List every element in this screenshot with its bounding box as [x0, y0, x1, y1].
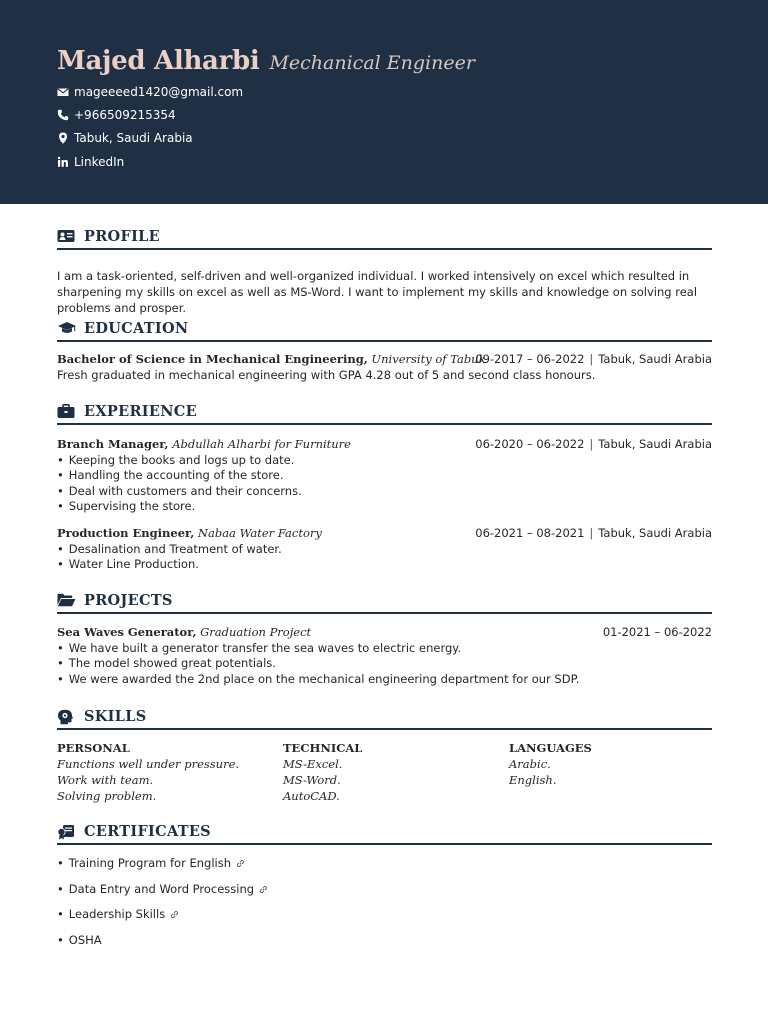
- school: University of Tabuk: [371, 352, 486, 366]
- name-line: [57, 46, 475, 76]
- job-2-bullet: • Desalination and Treatment of water.: [57, 542, 282, 556]
- map-pin-icon: [57, 132, 69, 144]
- skill-item: MS-Excel.: [283, 757, 343, 771]
- candidate-name: Majed Alharbi: [57, 46, 260, 76]
- job-2-date-location: [475, 526, 712, 540]
- education-entry-title: [57, 352, 486, 366]
- certificate-label: OSHA: [68, 933, 102, 947]
- certificate-item[interactable]: [57, 856, 245, 870]
- project-type: Graduation Project: [200, 625, 312, 639]
- job-1-bullet: • Keeping the books and logs up to date.: [57, 453, 294, 467]
- certificate-item[interactable]: [57, 907, 179, 921]
- job-1-bullet: • Supervising the store.: [57, 499, 195, 513]
- folder-open-icon: [57, 593, 77, 609]
- job-2-title: [57, 526, 322, 540]
- job-company: Abdullah Alharbi for Furniture: [172, 437, 351, 451]
- education-location: Tabuk, Saudi Arabia: [598, 352, 712, 366]
- job-location: Tabuk, Saudi Arabia: [598, 437, 712, 451]
- phone-icon: [57, 109, 69, 121]
- bullet-dot: •: [57, 882, 64, 896]
- profile-text: I am a task-oriented, self-driven and well-organized individual. I worked intensively on excel which resulted in sharpening my skills on excel as well as MS-Word. I want to implement my skills and knowledge on solving real problems and prosper.: [57, 269, 698, 315]
- certificate-label: Data Entry and Word Processing: [68, 882, 255, 896]
- graduation-cap-icon: [57, 321, 77, 337]
- candidate-title: Mechanical Engineer: [269, 52, 475, 74]
- envelope-icon: [57, 86, 69, 98]
- experience-section-heading: [57, 403, 712, 425]
- project-name: Sea Waves Generator,: [57, 625, 197, 639]
- job-role: Branch Manager,: [57, 437, 169, 451]
- skills-column-title: PERSONAL: [57, 741, 130, 755]
- skill-item: Work with team.: [57, 773, 154, 787]
- email-text: mageeeed1420@gmail.com: [74, 85, 244, 99]
- skills-column-personal: [57, 741, 239, 805]
- contact-linkedin[interactable]: [57, 153, 124, 171]
- certificate-item[interactable]: [57, 882, 268, 896]
- bullet-dot: •: [57, 933, 64, 947]
- skills-section-heading: [57, 708, 712, 730]
- education-heading: EDUCATION: [84, 320, 189, 337]
- bullet-dot: •: [57, 856, 64, 870]
- linkedin-icon: [57, 156, 69, 168]
- job-1-bullet: • Deal with customers and their concerns.: [57, 484, 302, 498]
- profile-heading: PROFILE: [84, 228, 161, 245]
- project-dates: 01-2021 – 06-2022: [602, 625, 712, 639]
- education-section-heading: [57, 320, 712, 342]
- skills-column-title: TECHNICAL: [283, 741, 363, 755]
- separator: |: [589, 526, 594, 540]
- job-1-bullet: • Handling the accounting of the store.: [57, 468, 284, 482]
- link-icon[interactable]: [236, 859, 245, 868]
- contact-location: [57, 129, 193, 147]
- certificate-icon: [57, 824, 77, 840]
- skills-column-languages: [509, 741, 592, 789]
- certificate-label: Training Program for English: [68, 856, 231, 870]
- separator: |: [589, 437, 594, 451]
- project-bullet: • We were awarded the 2nd place on the mechanical engineering department for our SDP.: [57, 672, 579, 686]
- experience-heading: EXPERIENCE: [84, 403, 197, 420]
- job-location: Tabuk, Saudi Arabia: [598, 526, 712, 540]
- skill-item: Functions well under pressure.: [57, 757, 240, 771]
- skill-item: MS-Word.: [283, 773, 341, 787]
- skills-column-technical: [283, 741, 362, 805]
- degree: Bachelor of Science in Mechanical Engineering,: [57, 352, 368, 366]
- head-brain-icon: [57, 709, 77, 725]
- profile-section-heading: [57, 228, 712, 250]
- certificates-section-heading: [57, 823, 712, 845]
- link-icon[interactable]: [259, 885, 268, 894]
- id-card-icon: [57, 229, 77, 245]
- contact-email[interactable]: [57, 83, 243, 101]
- resume-header: [0, 0, 768, 204]
- certificate-label: Leadership Skills: [68, 907, 166, 921]
- job-company: Nabaa Water Factory: [197, 526, 322, 540]
- location-text: Tabuk, Saudi Arabia: [74, 131, 193, 145]
- education-date-location: [475, 352, 712, 366]
- job-dates: 06-2020 – 06-2022: [475, 437, 585, 451]
- job-1-title: [57, 437, 351, 451]
- certificates-heading: CERTIFICATES: [84, 823, 211, 840]
- certificate-item: [57, 933, 102, 947]
- project-bullet: • We have built a generator transfer the sea waves to electric energy.: [57, 641, 461, 655]
- education-detail: Fresh graduated in mechanical engineering with GPA 4.28 out of 5 and second class honours.: [57, 368, 596, 382]
- contact-phone[interactable]: [57, 106, 176, 124]
- phone-text: +966509215354: [74, 108, 176, 122]
- education-dates: 09-2017 – 06-2022: [475, 352, 585, 366]
- link-icon[interactable]: [170, 910, 179, 919]
- briefcase-icon: [57, 404, 77, 420]
- skill-item: AutoCAD.: [283, 789, 340, 803]
- separator: |: [589, 352, 594, 366]
- job-dates: 06-2021 – 08-2021: [475, 526, 585, 540]
- bullet-dot: •: [57, 907, 64, 921]
- job-1-date-location: [475, 437, 712, 451]
- job-2-bullet: • Water Line Production.: [57, 557, 199, 571]
- projects-heading: PROJECTS: [84, 592, 173, 609]
- skill-item: Solving problem.: [57, 789, 157, 803]
- project-title: [57, 625, 311, 639]
- job-role: Production Engineer,: [57, 526, 195, 540]
- linkedin-text: LinkedIn: [74, 155, 125, 169]
- skill-item: Arabic.: [509, 757, 551, 771]
- skills-column-title: LANGUAGES: [509, 741, 592, 755]
- project-bullet: • The model showed great potentials.: [57, 656, 276, 670]
- skills-heading: SKILLS: [84, 708, 147, 725]
- projects-section-heading: [57, 592, 712, 614]
- skill-item: English.: [509, 773, 557, 787]
